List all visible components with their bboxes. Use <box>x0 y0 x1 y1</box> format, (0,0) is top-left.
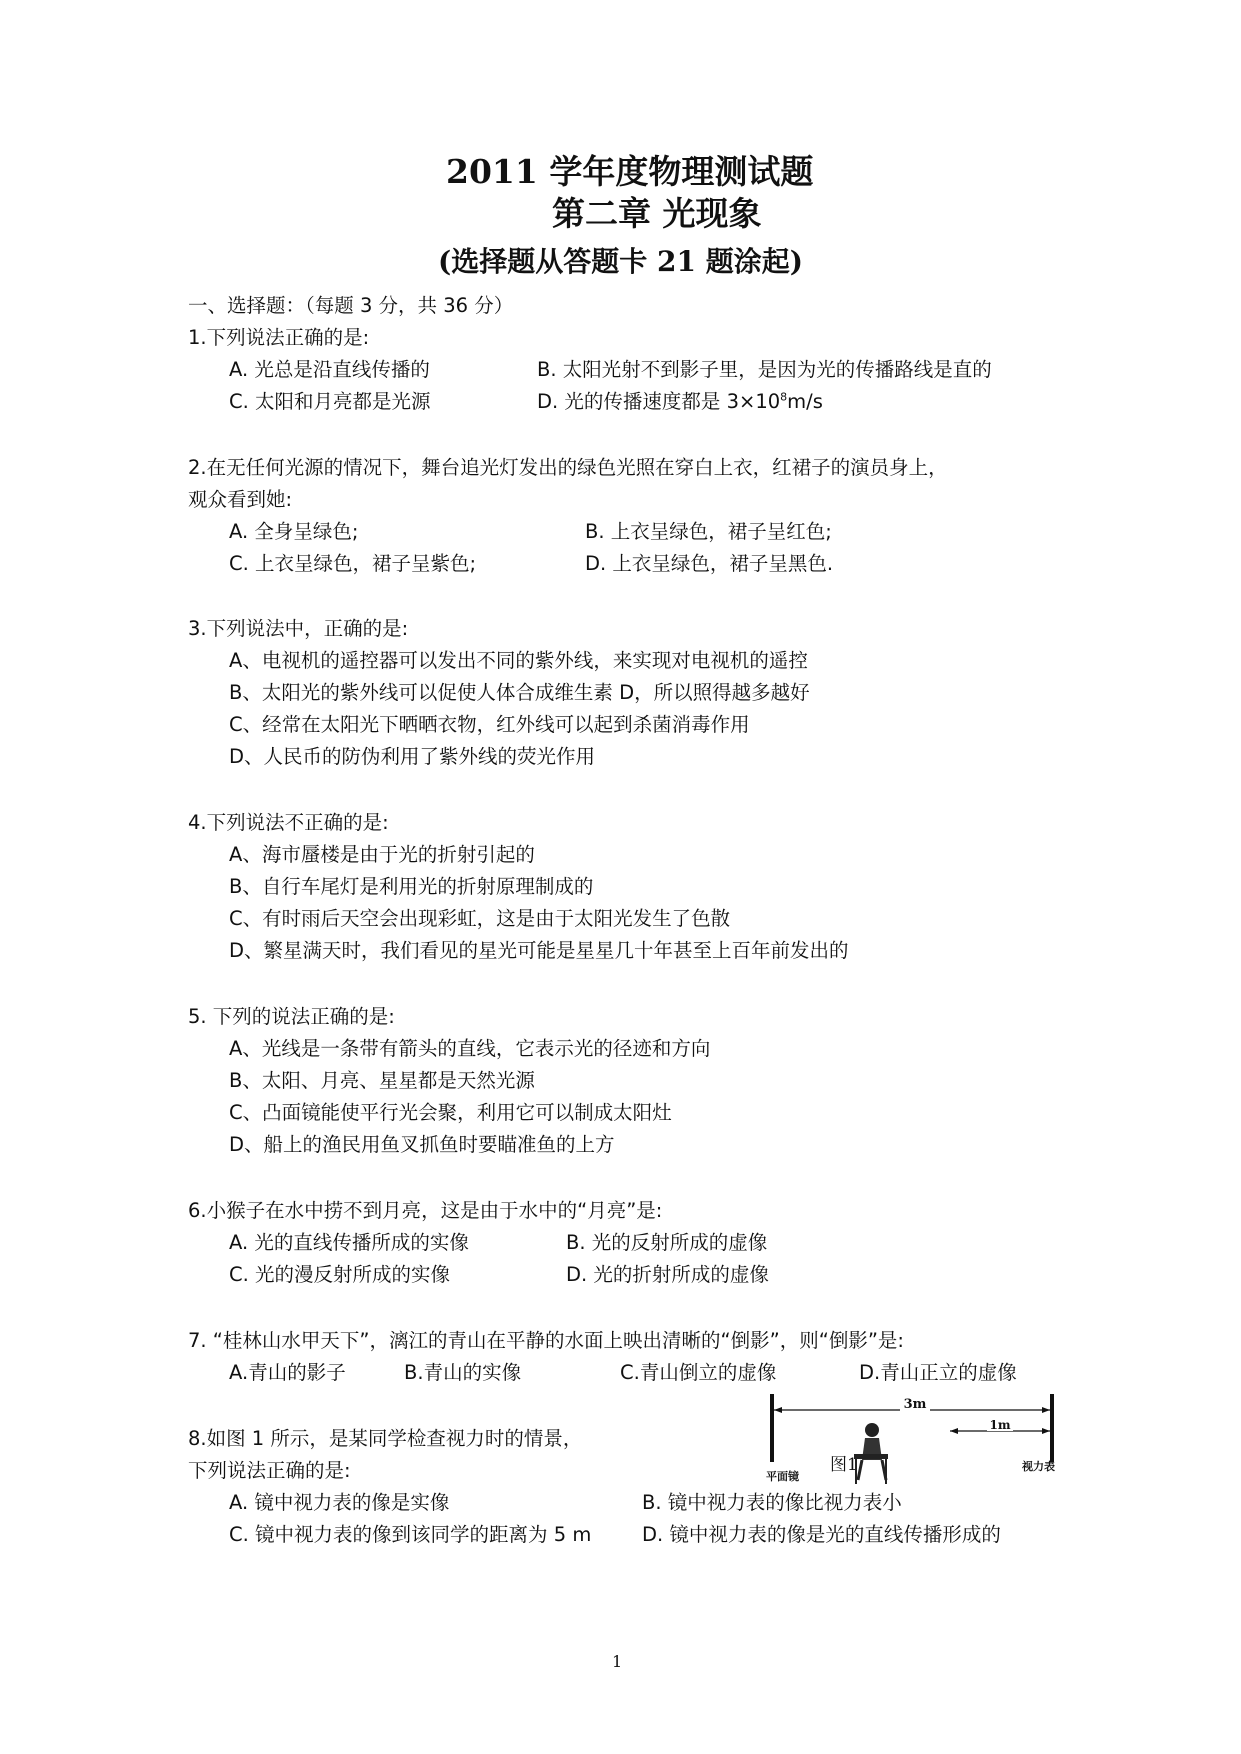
question-2-option-a: A. 全身呈绿色; <box>229 520 359 543</box>
question-1-option-d <box>537 389 823 415</box>
question-3-stem: 3.下列说法中，正确的是: <box>188 617 409 640</box>
question-3-option-c: C、经常在太阳光下晒晒衣物，红外线可以起到杀菌消毒作用 <box>229 713 750 736</box>
question-8-option-b: B. 镜中视力表的像比视力表小 <box>642 1491 902 1514</box>
question-8-option-a: A. 镜中视力表的像是实像 <box>229 1491 450 1514</box>
question-2-stem-line2: 观众看到她: <box>188 488 293 511</box>
distance-1m-label: 1m <box>989 1418 1011 1432</box>
question-3-option-d: D、人民币的防伪利用了紫外线的荧光作用 <box>229 745 596 768</box>
distance-3m-label: 3m <box>903 1397 927 1412</box>
question-4-option-a: A、海市蜃楼是由于光的折射引起的 <box>229 843 535 866</box>
answer-card-note: (选择题从答题卡 21 题涂起) <box>438 245 803 278</box>
unit: m/s <box>787 390 823 413</box>
question-3-option-a: A、电视机的遥控器可以发出不同的紫外线，来实现对电视机的遥控 <box>229 649 808 672</box>
question-5-option-a: A、光线是一条带有箭头的直线，它表示光的径迹和方向 <box>229 1037 711 1060</box>
question-6-option-b: B. 光的反射所成的虚像 <box>566 1231 768 1254</box>
question-6-option-d: D. 光的折射所成的虚像 <box>566 1263 769 1286</box>
exam-title: 2011 学年度物理测试题 <box>446 152 814 191</box>
question-6-stem: 6.小猴子在水中捞不到月亮，这是由于水中的“月亮”是: <box>188 1199 663 1222</box>
question-2-option-d: D. 上衣呈绿色，裙子呈黑色. <box>585 552 834 575</box>
question-7-option-a: A.青山的影子 <box>229 1361 346 1384</box>
arrow-right-icon <box>1042 1428 1050 1434</box>
question-2-stem-line1: 2.在无任何光源的情况下，舞台追光灯发出的绿色光照在穿白上衣，红裙子的演员身上， <box>188 456 948 479</box>
question-5-stem: 5. 下列的说法正确的是: <box>188 1005 395 1028</box>
question-8-stem-line1: 8.如图 1 所示，是某同学检查视力时的情景， <box>188 1427 583 1450</box>
question-5-option-d: D、船上的渔民用鱼叉抓鱼时要瞄准鱼的上方 <box>229 1133 615 1156</box>
question-8-option-c: C. 镜中视力表的像到该同学的距离为 5 m <box>229 1523 592 1546</box>
figure-1-eye-test <box>762 1388 1062 1490</box>
question-7-stem: 7. “桂林山水甲天下”，漓江的青山在平静的水面上映出清晰的“倒影”，则“倒影”是: <box>188 1329 904 1352</box>
option-d-text: D. 光的传播速度都是 3×10 <box>537 390 781 413</box>
question-5-option-c: C、凸面镜能使平行光会聚，利用它可以制成太阳灶 <box>229 1101 672 1124</box>
question-6-option-c: C. 光的漫反射所成的实像 <box>229 1263 451 1286</box>
section-heading: 一、选择题：（每题 3 分，共 36 分） <box>188 294 514 317</box>
question-1-option-b: B. 太阳光射不到影子里，是因为光的传播路线是直的 <box>537 358 992 381</box>
question-8-stem-line2: 下列说法正确的是: <box>188 1459 351 1482</box>
question-4-option-d: D、繁星满天时，我们看见的星光可能是星星几十年甚至上百年前发出的 <box>229 939 849 962</box>
question-1-option-a: A. 光总是沿直线传播的 <box>229 358 430 381</box>
question-4-option-b: B、自行车尾灯是利用光的折射原理制成的 <box>229 875 594 898</box>
page-number: 1 <box>612 1652 623 1671</box>
chart-label: 视力表 <box>1022 1460 1055 1473</box>
arrow-left-icon <box>774 1407 782 1413</box>
figure-1-diagram <box>762 1388 1062 1490</box>
question-4-option-c: C、有时雨后天空会出现彩虹，这是由于太阳光发生了色散 <box>229 907 731 930</box>
chapter-title: 第二章 光现象 <box>552 194 762 233</box>
question-8-option-d: D. 镜中视力表的像是光的直线传播形成的 <box>642 1523 1001 1546</box>
question-7-option-c: C.青山倒立的虚像 <box>620 1361 777 1384</box>
question-6-option-a: A. 光的直线传播所成的实像 <box>229 1231 469 1254</box>
question-1-stem: 1.下列说法正确的是: <box>188 326 370 349</box>
question-7-option-b: B.青山的实像 <box>404 1361 522 1384</box>
question-4-stem: 4.下列说法不正确的是: <box>188 811 389 834</box>
question-7-option-d: D.青山正立的虚像 <box>859 1361 1017 1384</box>
question-2-option-c: C. 上衣呈绿色，裙子呈紫色; <box>229 552 477 575</box>
arrow-left-icon <box>950 1428 958 1434</box>
question-2-option-b: B. 上衣呈绿色，裙子呈红色; <box>585 520 832 543</box>
question-1-option-c: C. 太阳和月亮都是光源 <box>229 390 431 413</box>
question-5-option-b: B、太阳、月亮、星星都是天然光源 <box>229 1069 535 1092</box>
exponent: 8 <box>780 390 788 404</box>
student-figure-icon <box>854 1423 888 1484</box>
figure-caption: 图1 <box>830 1455 858 1475</box>
question-3-option-b: B、太阳光的紫外线可以促使人体合成维生素 D，所以照得越多越好 <box>229 681 810 704</box>
arrow-right-icon <box>1042 1407 1050 1413</box>
mirror-label: 平面镜 <box>766 1470 799 1483</box>
